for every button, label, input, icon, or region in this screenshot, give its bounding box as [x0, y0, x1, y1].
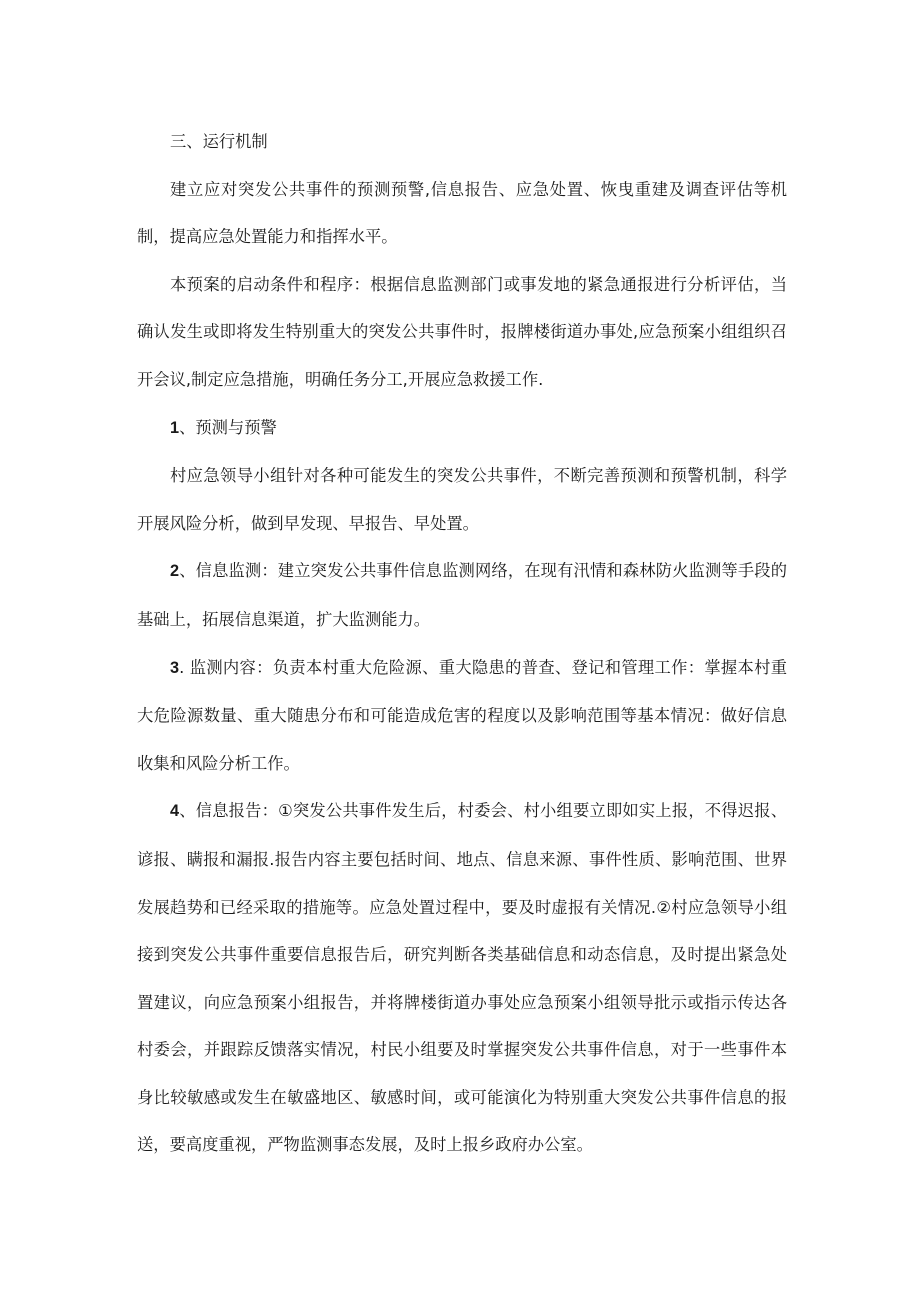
paragraph-prediction-warning: 村应急领导小组针对各种可能发生的突发公共事件，不断完善预测和预警机制，科学开展风险分析，做到早发现、早报告、早处置。: [137, 466, 787, 533]
item-4-info-report: [137, 787, 787, 1169]
section-heading: 三、运行机制: [170, 132, 268, 151]
paragraph-activation-conditions: 本预案的启动条件和程序：根据信息监测部门或事发地的紧急通报进行分析评估，当确认发生或即将发生特别重大的突发公共事件时，报牌楼街道办事处,应急预案小组组织召开会议,制定应急措施，明确任务分工,开展应急救援工作.: [137, 274, 787, 389]
item-1-title: 、预测与预警: [179, 417, 277, 437]
document-body: [137, 118, 787, 1169]
item-4-number: 4: [170, 802, 180, 821]
item-1-number: 1: [170, 418, 180, 437]
item-4-text: 、信息报告：①突发公共事件发生后，村委会、村小组要立即如实上报，不得迟报、谚报、瞒报和漏报.报告内容主要包括时间、地点、信息来源、事件性质、影响范围、世界发展趋势和已经采取的措施等。应急处置过程中，要及时虚报有关情况.②村应急领导小组接到突发公共事件重要信息报告后，研究判断各类基础信息和动态信息，及时提出紧急处置建议，向应急预案小组报告，并将牌楼街道办事处应急预案小组领导批示或指示传达各村委会，并跟踪反馈落实情况，村民小组要及时掌握突发公共事件信息，对于一些事件本身比较敏感或发生在敏盛地区、敏感时间，或可能演化为特别重大突发公共事件信息的报送，要高度重视，严物监测事态发展，及时上报乡政府办公室。: [137, 801, 787, 1155]
item-3-number: 3: [170, 658, 180, 677]
paragraph-mechanism-intro: 建立应对突发公共事件的预测预警,信息报告、应急处置、恢曳重建及调查评估等机制，提高应急处置能力和指挥水平。: [137, 179, 787, 247]
item-2-text: 、信息监测：建立突发公共事件信息监测网络，在现有汛情和森林防火监测等手段的基础上，拓展信息渠道，扩大监测能力。: [137, 561, 787, 629]
item-1-heading: [137, 404, 787, 453]
item-2-number: 2: [170, 562, 180, 581]
item-3-monitoring-content: [137, 644, 787, 788]
item-3-text: . 监测内容：负责本村重大危险源、重大隐患的普查、登记和管理工作：掌握本村重大危险源数量、重大随患分布和可能造成危害的程度以及影响范围等基本情况：做好信息收集和风险分析工作。: [137, 657, 787, 773]
item-2-info-monitoring: [137, 547, 787, 643]
